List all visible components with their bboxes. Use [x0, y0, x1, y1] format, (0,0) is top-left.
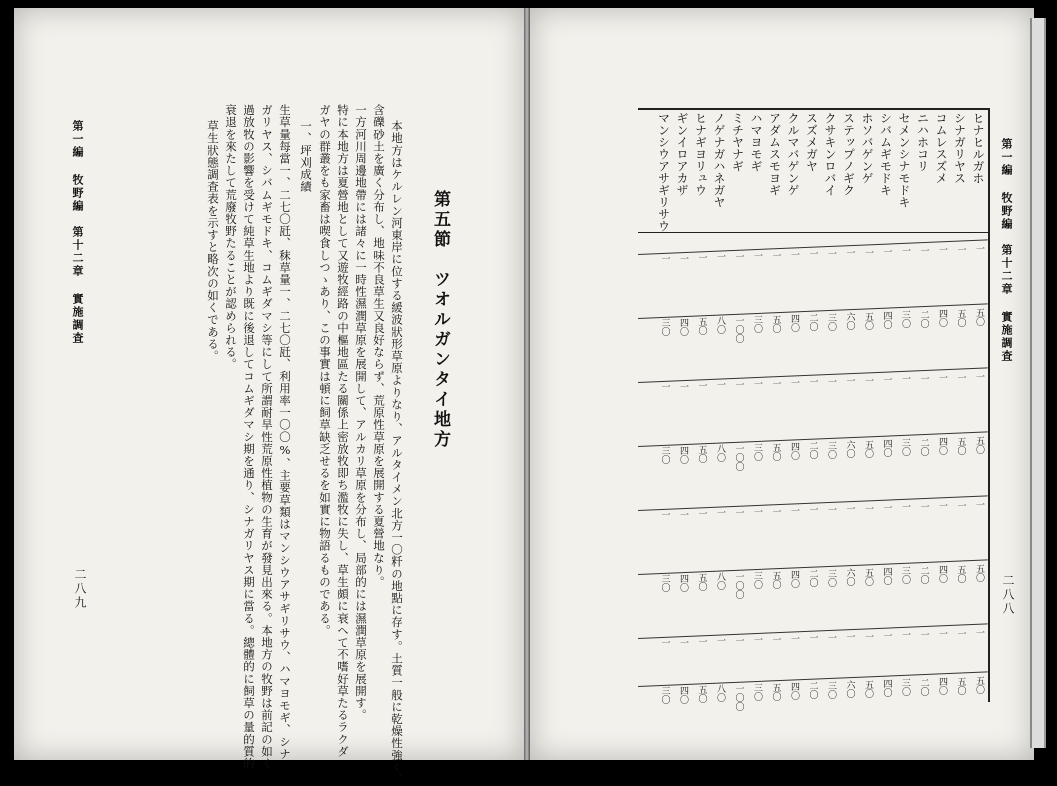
table-cell: 一 [659, 638, 670, 648]
table-cell: 一 [974, 244, 984, 253]
table-cell: 四〇 [678, 685, 688, 704]
table-cell: 二〇 [918, 565, 929, 584]
table-cell: 一 [826, 504, 836, 514]
table-cell: 二〇 [918, 309, 929, 328]
species-name: ホソバゲンゲ [860, 112, 874, 184]
table-cell: 一 [918, 245, 929, 255]
table-cell: 一 [881, 503, 892, 512]
species-name: クサキンロバイ [823, 112, 837, 196]
paragraph-line: 特に本地方は夏營地として又遊牧經路の中樞地區たる關係上密放牧即ち濫牧に失し、草生頗に衰へて不嗜好草たるラクダ [336, 104, 350, 758]
table-cell: 五〇 [974, 564, 984, 582]
table-cell: 一 [826, 376, 836, 386]
table-cell: 一 [807, 505, 818, 515]
table-cell: 四〇 [789, 570, 799, 588]
species-name: ギンイロアカザ [675, 112, 689, 196]
table-cell: 一 [678, 253, 688, 263]
table-cell: 一 [770, 634, 781, 644]
table-cell: 一 [955, 372, 966, 382]
species-name: アダムスモヨギ [767, 112, 782, 196]
table-cell: 五〇 [974, 436, 984, 454]
table-cell: 四〇 [937, 677, 947, 696]
table-cell: 一 [955, 628, 966, 638]
table-cell: 一 [715, 636, 725, 646]
table-cell: 五〇 [863, 679, 873, 698]
table-cell: 一 [733, 507, 744, 517]
table-cell: 一 [733, 379, 744, 389]
table-cell: 一 [789, 506, 799, 515]
table-cell: 一 [752, 379, 762, 389]
paragraph-line: ガリヤス、シバムギモドキ、コムギダマシ等にして所謂耐旱性荒原性植物の生育が發見出來る。本地方の牧野は前記の如く [260, 104, 274, 770]
table-cell: 八〇 [715, 444, 725, 463]
table-cell: 一〇〇 [733, 443, 744, 471]
table-cell: 五〇 [974, 308, 984, 326]
table-cell: 一 [881, 631, 892, 640]
table-cell: 三〇 [752, 443, 762, 462]
table-cell: 一 [733, 251, 744, 261]
table-cell: 一 [678, 509, 688, 519]
table-cell: 三〇 [900, 438, 910, 457]
table-cell: 一 [770, 378, 781, 388]
table-cell: 一〇〇 [733, 571, 744, 599]
table-cell: 五〇 [955, 676, 966, 695]
table-cell: 八〇 [715, 316, 725, 335]
species-name: ニハホコリ [915, 112, 930, 172]
table-cell: 一 [752, 507, 762, 517]
table-cell: 六〇 [844, 312, 855, 331]
table-cell: 三〇 [826, 568, 836, 587]
paragraph-line: 過放牧の影響を受けて純草生地より既に後退してコムギダマシ期を通り、シナガリヤス期に當る。總體的に飼草の量的質的 [242, 104, 256, 770]
table-cell: 四〇 [881, 567, 892, 585]
table-cell: 一 [863, 247, 873, 257]
table-cell: 五〇 [863, 567, 873, 586]
table-cell: 一 [844, 632, 855, 642]
species-name: クルマバゲンゲ [786, 112, 800, 196]
page-edge [1030, 18, 1046, 748]
table-cell: 一 [863, 631, 873, 641]
table-cell: 一〇〇 [733, 315, 744, 343]
left-running-header: 第一編 牧野編 第十二章 實施調査 [71, 120, 84, 345]
paragraph-line: 一方河川周邊地帶には諸々に一時性濕潤草原を展開して、アルカリ草原を分布し、局部的には濕潤草原を展開す。 [354, 104, 368, 722]
species-name: セメンシナモドキ [897, 112, 911, 208]
table-cell: 六〇 [844, 680, 855, 699]
table-cell: 一 [955, 244, 966, 254]
table-cell: 一 [844, 504, 855, 514]
table-cell: 一 [807, 633, 818, 643]
species-name: シバムギモドキ [878, 112, 893, 196]
table-cell: 三〇 [826, 440, 836, 459]
table-cell: 一 [881, 375, 892, 384]
table-cell: 四〇 [937, 565, 947, 584]
table-cell: 五〇 [863, 311, 873, 330]
table-cell: 一 [733, 635, 744, 645]
table-cell: 五〇 [955, 564, 966, 583]
table-cell: 一 [789, 634, 799, 643]
species-name: シナガリヤス [952, 112, 967, 184]
table-cell: 五〇 [863, 439, 873, 458]
table-cell: 五〇 [696, 445, 707, 463]
table-cell: 一 [974, 372, 984, 381]
table-cell: 一 [826, 248, 836, 258]
table-cell: 四〇 [937, 437, 947, 456]
table-cell: 一 [696, 637, 707, 646]
table-cell: 一 [826, 632, 836, 642]
table-cell: 一 [696, 509, 707, 518]
species-name: スズメガヤ [804, 112, 819, 172]
table-cell: 三〇 [752, 683, 762, 702]
table-cell: 四〇 [881, 439, 892, 457]
table-cell: 一 [937, 373, 947, 383]
vegetation-table [638, 108, 990, 705]
species-name: マンシウアサギリサウ [656, 112, 671, 232]
table-cell: 五〇 [770, 314, 781, 333]
right-running-header: 第一編 牧野編 第十二章 實施調査 [1000, 138, 1013, 363]
table-cell: 三〇 [659, 318, 670, 337]
table-cell: 五〇 [770, 442, 781, 461]
table-cell: 八〇 [715, 684, 725, 703]
table-cell: 三〇 [659, 686, 670, 705]
table-cell: 五〇 [770, 570, 781, 589]
table-cell: 一 [752, 251, 762, 261]
table-cell: 一 [770, 506, 781, 516]
subheading: 一、坪刈成績 [299, 120, 313, 193]
table-cell: 六〇 [844, 440, 855, 459]
table-cell: 一 [918, 373, 929, 383]
table-cell: 一 [807, 249, 818, 259]
species-name: ノゲナガハネガヤ [712, 112, 726, 208]
table-cell: 一 [955, 500, 966, 510]
table-cell: 一 [715, 508, 725, 518]
table-cell: 四〇 [937, 309, 947, 328]
species-name: コムレスズメ [934, 112, 948, 184]
table-cell: 一 [881, 247, 892, 256]
table-cell: 一 [807, 377, 818, 387]
table-cell: 二〇 [807, 681, 818, 700]
paragraph-line: 草生狀態調査表を示すと略次の如くである。 [206, 120, 220, 362]
table-cell: 一 [974, 628, 984, 637]
table-cell: 一 [937, 629, 947, 639]
table-cell: 三〇 [826, 680, 836, 699]
table-cell: 二〇 [807, 313, 818, 332]
table-cell: 四〇 [881, 311, 892, 329]
table-cell: 一 [789, 250, 799, 259]
table-cell: 一〇〇 [733, 683, 744, 711]
table-cell: 一 [974, 500, 984, 509]
table-cell: 二〇 [807, 569, 818, 588]
table-cell: 三〇 [900, 310, 910, 329]
table-cell: 一 [900, 630, 910, 640]
table-cell: 三〇 [900, 566, 910, 585]
table-cell: 三〇 [659, 446, 670, 465]
table-cell: 二〇 [807, 441, 818, 460]
table-cell: 四〇 [678, 573, 688, 592]
paragraph-line: 生草量每當一、二七〇瓩、秣草量一、二七〇瓩、利用率一〇〇%、主要草類はマンシウアサギリサウ、ハマヨモギ、シナ [278, 104, 292, 760]
table-cell: 三〇 [900, 678, 910, 697]
table-cell: 五〇 [955, 436, 966, 455]
table-cell: 一 [659, 510, 670, 520]
paragraph-line: ガヤの群叢をも家畜は喫食しつゝあり、この事實は頓に飼草缺乏せるを如實に物語るものである。 [318, 104, 332, 637]
table-cell: 五〇 [696, 685, 707, 703]
table-cell: 一 [696, 253, 707, 262]
table-cell: 四〇 [881, 679, 892, 697]
table-cell: 一 [918, 629, 929, 639]
table-cell: 四〇 [678, 317, 688, 336]
table-header-divider [638, 232, 988, 233]
table-cell: 二〇 [918, 437, 929, 456]
table-cell: 一 [696, 381, 707, 390]
table-cell: 一 [900, 502, 910, 512]
table-cell: 四〇 [789, 314, 799, 332]
species-name: ヒナヒルガホ [971, 112, 985, 184]
table-cell: 一 [678, 381, 688, 391]
table-cell: 一 [863, 375, 873, 385]
table-cell: 一 [900, 374, 910, 384]
table-cell: 一 [678, 637, 688, 647]
table-cell: 五〇 [696, 573, 707, 591]
table-cell: 八〇 [715, 572, 725, 591]
left-page-number: 二八九 [73, 568, 87, 610]
table-cell: 一 [844, 248, 855, 258]
table-cell: 五〇 [696, 317, 707, 335]
paragraph-line: 含礫砂土を廣く分布し、地味不良草生又良好ならず、荒原性草原を展開する夏營地なり。 [372, 104, 386, 588]
table-cell: 四〇 [678, 445, 688, 464]
table-cell: 一 [863, 503, 873, 513]
species-name: ハマヨモギ [749, 112, 763, 172]
paragraph-line: 本地方はケルレン河東岸に位する緩波狀形草原よりなり、アルタイメン北方一〇粁の地點に存す。土質一般に乾燥性強く、 [390, 120, 404, 786]
table-cell: 一 [659, 254, 670, 264]
book-spread [14, 8, 1034, 786]
table-cell: 三〇 [752, 571, 762, 590]
table-cell: 一 [937, 501, 947, 511]
table-cell: 一 [789, 378, 799, 387]
right-page-number: 二八八 [1001, 574, 1015, 616]
table-cell: 一 [715, 380, 725, 390]
table-cell: 二〇 [918, 677, 929, 696]
table-cell: 三〇 [659, 574, 670, 593]
table-cell: 三〇 [826, 312, 836, 331]
table-cell: 一 [900, 246, 910, 256]
left-page [14, 8, 524, 786]
species-name: ステップノギク [841, 112, 856, 196]
table-cell: 五〇 [955, 308, 966, 327]
table-cell: 五〇 [770, 682, 781, 701]
section-title: 第五節 ツオルガンタイ地方 [430, 190, 450, 450]
table-cell: 六〇 [844, 568, 855, 587]
table-cell: 一 [918, 501, 929, 511]
species-name: ヒナギヨリュウ [693, 112, 708, 196]
table-cell: 一 [770, 250, 781, 260]
table-cell: 四〇 [789, 682, 799, 700]
table-cell: 一 [752, 635, 762, 645]
table-cell: 四〇 [789, 442, 799, 460]
paragraph-line: 衰退を來たして荒廢牧野たることが認められる。 [224, 104, 238, 371]
table-cell: 三〇 [752, 315, 762, 334]
table-cell: 一 [715, 252, 725, 262]
table-cell: 五〇 [974, 676, 984, 694]
right-page [530, 8, 1034, 760]
table-cell: 一 [937, 245, 947, 255]
table-cell: 一 [844, 376, 855, 386]
table-cell: 一 [659, 382, 670, 392]
species-name: ミチヤナギ [730, 112, 745, 172]
